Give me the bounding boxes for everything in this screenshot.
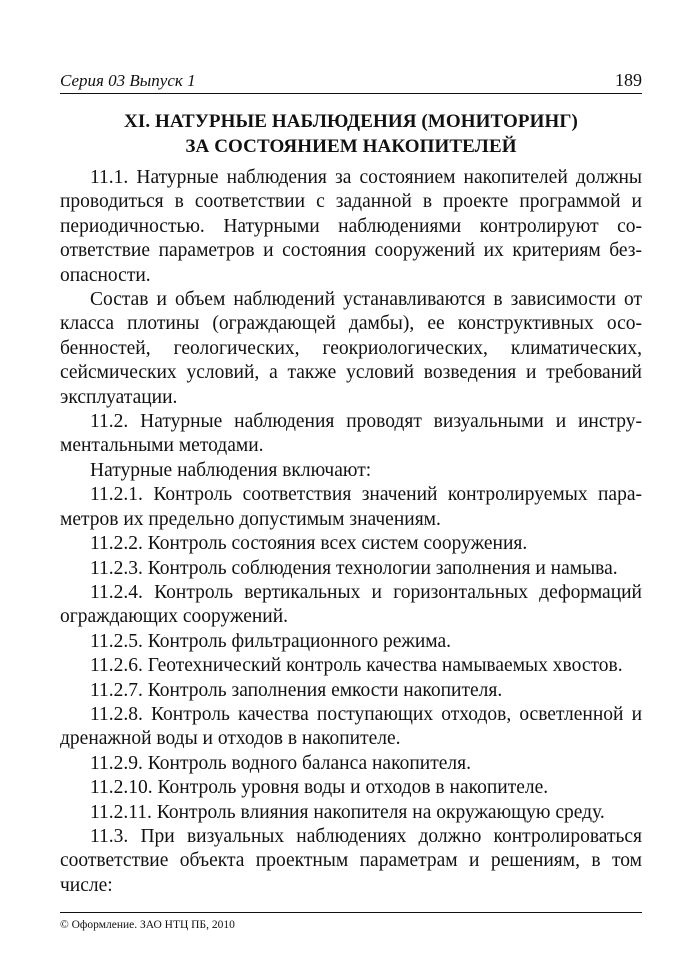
paragraph: 11.2.5. Контроль фильтрационного режима. — [90, 630, 452, 652]
paragraph: 11.2.1. Контроль соответствия значений контролируемых параметров их предельно допустимым значениям. — [60, 484, 642, 530]
paragraph: Состав и объем наблюдений устанавливаются в зависимости от класса плотины (ограждающей дамбы), ее конструктивных особенностей, геологических, геокриологических, климатических, сейсмических условий, а также условий возведения и требований эксплуатации. — [60, 289, 642, 408]
paragraph: 11.2.10. Контроль уровня воды и отходов в накопителе. — [90, 777, 549, 799]
paragraph: 11.2.4. Контроль вертикальных и горизонтальных деформаций ограждающих сооружений. — [60, 581, 642, 628]
paragraph: 11.2.8. Контроль качества поступающих отходов, осветленной и дренажной воды и отходов в накопителе. — [60, 703, 642, 750]
paragraph: 11.2.11. Контроль влияния накопителя на окружающую среду. — [90, 801, 605, 823]
section-title-line-1: XI. НАТУРНЫЕ НАБЛЮДЕНИЯ (МОНИТОРИНГ) — [124, 111, 578, 132]
paragraph: Натурные наблюдения включают: — [90, 459, 372, 481]
paragraph: 11.2. Натурные наблюдения проводят визуальными и инструментальными методами. — [60, 411, 642, 457]
paragraph: 11.1. Натурные наблюдения за состоянием накопителей должны проводиться в соответствии с заданной в проекте программой и периодичностью. Натурными наблюдениями контролируют соответствие параметров и состояния сооружений их критериям безопасности. — [60, 167, 642, 286]
paragraph: 11.2.2. Контроль состояния всех систем сооружения. — [90, 533, 528, 555]
section-title-line-2: ЗА СОСТОЯНИЕМ НАКОПИТЕЛЕЙ — [185, 136, 517, 157]
page-footer — [60, 912, 642, 932]
running-header — [60, 70, 642, 94]
series-label: Серия 03 Выпуск 1 — [60, 71, 196, 90]
paragraph: 11.3. При визуальных наблюдениях должно контролироваться соответствие объекта проектным параметрам и решениям, в том числе: — [60, 825, 642, 896]
paragraph: 11.2.3. Контроль соблюдения технологии заполнения и намыва. — [90, 557, 618, 579]
paragraph: 11.2.7. Контроль заполнения емкости накопителя. — [90, 679, 503, 701]
paragraph: 11.2.6. Геотехнический контроль качества намываемых хвостов. — [90, 655, 623, 677]
paragraph: 11.2.9. Контроль водного баланса накопителя. — [90, 752, 471, 774]
page-number: 189 — [615, 70, 642, 90]
copyright-note: © Оформление. ЗАО НТЦ ПБ, 2010 — [60, 919, 235, 931]
section-title — [60, 109, 642, 159]
body-text — [60, 166, 642, 898]
document-page — [60, 0, 642, 972]
